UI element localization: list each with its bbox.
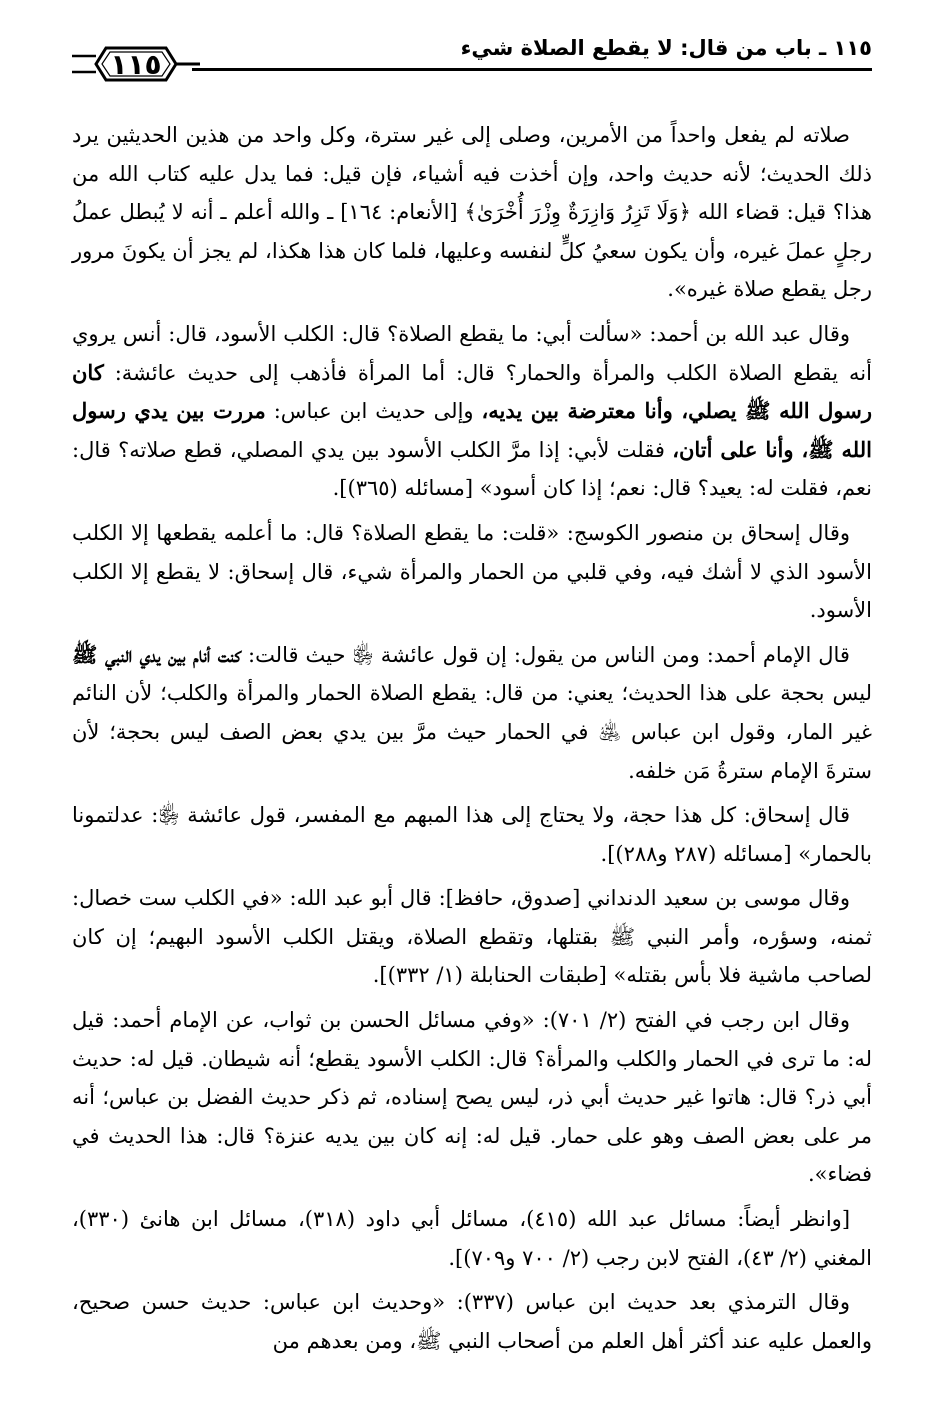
hadith-quote: كنت أنام بين يدي النبي ﷺ — [72, 641, 241, 667]
text-segment: وإلى حديث ابن عباس: — [265, 399, 482, 424]
text-segment: وقال ابن رجب في الفتح (٢/ ٧٠١): «وفي مسائل الحسن بن ثواب، عن الإمام أحمد: قيل له: ما ترى في الحمار والكلب والمرأة؟ قال: الكلب الأسود يقطع؛ أنه شيطان. قيل له: حديث أبي ذر؟ قال: هاتوا غير حديث أبي ذر، ليس يصح إسناده، ثم ذكر حديث الفضل بن عباس؛ أنه مر على بعض الصف وهو على حمار. قيل له: إنه كان بين يديه عنزة؟ قال: هذا الحديث في فضاء». — [72, 1008, 872, 1187]
text-segment: وقال عبد الله بن أحمد: «سألت أبي: ما يقطع الصلاة؟ قال: الكلب الأسود، قال: أنس يروي أنه يقطع الصلاة الكلب والمرأة والحمار؟ قال: أما المرأة فأذهب إلى حديث عائشة: — [72, 321, 872, 385]
text-segment: [وانظر أيضاً: مسائل عبد الله (٤١٥)، مسائل أبي داود (٣١٨)، مسائل ابن هانئ (٣٣٠)، المغني (٢/ ٤٣)، الفتح لابن رجب (٢/ ٧٠٠ و٧٠٩)]. — [72, 1207, 872, 1270]
page-header — [72, 32, 872, 92]
text-segment: قال إسحاق: كل هذا حجة، ولا يحتاج إلى هذا المبهم مع المفسر، قول عائشة ﵂: عدلتمونا بالحمار» [مسائله (٢٨٧ و٢٨٨)]. — [72, 803, 872, 866]
hadith-quote: مررت بين يدي رسول الله ﷺ، وأنا على أتان، — [72, 398, 872, 462]
text-segment: وقال الترمذي بعد حديث ابن عباس (٣٣٧): «وحديث ابن عباس: حديث حسن صحيح، والعمل عليه عند أكثر أهل العلم من أصحاب النبي ﷺ، ومن بعدهم من — [72, 1290, 872, 1353]
paragraph — [72, 1283, 872, 1360]
paragraph — [72, 116, 872, 309]
paragraph — [72, 796, 872, 873]
page-number-ornament — [72, 42, 200, 86]
header-rule — [192, 68, 872, 71]
paragraph — [72, 636, 872, 790]
text-segment: قال الإمام أحمد: ومن الناس من يقول: إن قول عائشة ﵂ حيث قالت: — [240, 642, 850, 667]
page-number: ١١٥ — [110, 47, 162, 81]
body-text — [72, 116, 872, 1360]
hadith-quote: كان رسول الله ﷺ يصلي، وأنا معترضة بين يديه، — [72, 359, 872, 424]
text-segment: ليس بحجة على هذا الحديث؛ يعني: من قال: يقطع الصلاة الحمار والمرأة والكلب؛ لأن النائم غير المار، وقول ابن عباس ﵁ في الحمار حيث مرَّ بين يدي بعض الصف ليس بحجة؛ لأن سترةَ الإمام سترةُ مَن خلفه. — [72, 681, 872, 783]
book-page — [72, 32, 872, 1360]
text-segment: فقلت لأبي: إذا مرَّ الكلب الأسود بين يدي المصلي، قطع صلاته؟ قال: نعم، فقلت له: يعيد؟ قال: نعم؛ إذا كان أسود» [مسائله (٣٦٥)]. — [72, 437, 872, 501]
text-segment: وقال إسحاق بن منصور الكوسج: «قلت: ما يقطع الصلاة؟ قال: ما أعلمه يقطعها إلا الكلب الأسود الذي لا أشك فيه، وفي قلبي من الحمار والمرأة شيء، قال إسحاق: لا يقطع إلا الكلب الأسود. — [72, 520, 872, 623]
paragraph — [72, 315, 872, 508]
running-head: ١١٥ ـ باب من قال: لا يقطع الصلاة شيء — [460, 36, 872, 60]
text-segment: وقال موسى بن سعيد الدنداني [صدوق، حافظ]: قال أبو عبد الله: «في الكلب ست خصال: ثمنه، وسؤره، وأمر النبي ﷺ بقتلها، وتقطع الصلاة، ويقتل الكلب الأسود البهيم؛ إن كان لصاحب ماشية فلا بأس بقتله» [طبقات الحنابلة (١/ ٣٣٢)]. — [72, 886, 872, 988]
paragraph — [72, 1001, 872, 1194]
paragraph — [72, 1200, 872, 1277]
paragraph — [72, 879, 872, 995]
paragraph — [72, 514, 872, 630]
text-segment: صلاته لم يفعل واحداً من الأمرين، وصلى إلى غير سترة، وكل واحد من هذين الحديثين يرد ذلك الحديث؛ لأنه حديث واحد، وإن أخذت فيه أشياء، فإن قيل: فما يدل عليه كتاب الله من هذا؟ قيل: قضاء الله ﴿وَلَا تَزِرُ وَازِرَةٌ وِزْرَ أُخْرَىٰ﴾ [الأنعام: ١٦٤] ـ والله أعلم ـ أنه لا يُبطل عملُ رجلٍ عملَ غيره، وأن يكون سعيُ كلٍّ لنفسه وعليها، فلما كان هذا هكذا، لم يجز أن يكونَ مرور رجل يقطع صلاة غيره». — [72, 123, 872, 302]
